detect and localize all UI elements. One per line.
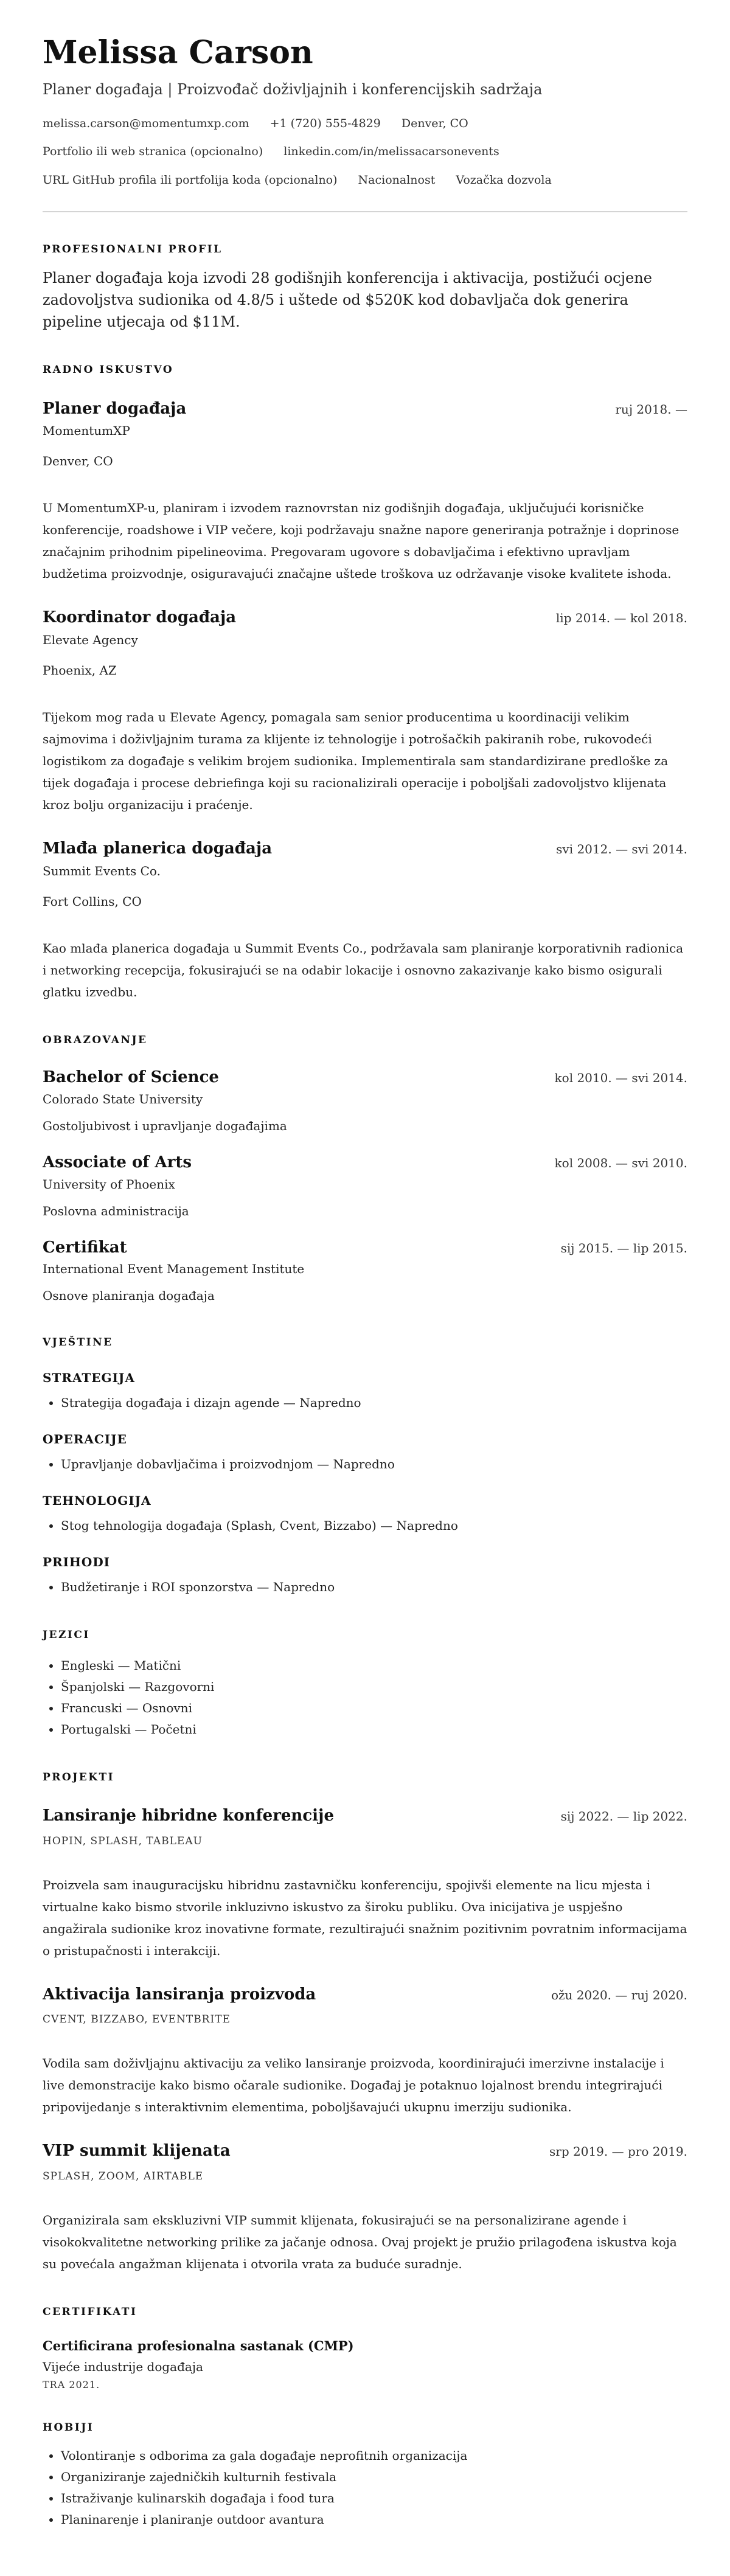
- hobbies-section: [43, 2421, 687, 2530]
- contact-linkedin[interactable]: linkedin.com/in/melissacarsonevents: [283, 145, 499, 159]
- skill-list: [43, 1392, 687, 1414]
- project-tech: HOPIN, SPLASH, TABLEAU: [43, 1835, 203, 1847]
- job-title: Mlađa planerica događaja: [43, 839, 273, 858]
- education-entry: [43, 1153, 687, 1221]
- job-description: U MomentumXP-u, planiram i izvodem raznovrstan niz godišnjih događaja, uključujući korisničke konferencije, roadshowe i VIP večere, koji podržavaju snažne napore generiranja potražnje i doprinose značajnim prihodnim pipelineovima. Pregovaram ugovore s dobavljačima i efektivno upravljam budžetima proizvodnje, osiguravajući značajne uštede troškova uz održavanje visoke kvalitete ishoda.: [43, 501, 680, 582]
- language-item: • Španjolski — Razgovorni: [61, 1676, 687, 1698]
- skill-item: • Budžetiranje i ROI sponzorstva — Napredno: [61, 1577, 687, 1598]
- contact-row-extra: [43, 172, 687, 189]
- contact-row-links: [43, 144, 687, 160]
- degree-title: Associate of Arts: [43, 1153, 192, 1172]
- school-name: International Event Management Institute: [43, 1262, 305, 1277]
- language-item: • Engleski — Matični: [61, 1655, 687, 1676]
- languages-section: [43, 1628, 687, 1740]
- hobby-item: • Planinarenje i planiranje outdoor avantura: [61, 2509, 687, 2530]
- project-tech: SPLASH, ZOOM, AIRTABLE: [43, 2170, 204, 2183]
- candidate-name: Melissa Carson: [43, 34, 313, 71]
- project-dates: sij 2022. — lip 2022.: [560, 1808, 687, 1824]
- education-entry: [43, 1068, 687, 1136]
- education-dates: sij 2015. — lip 2015.: [560, 1240, 687, 1255]
- hobbies-heading: HOBIJI: [43, 2422, 94, 2434]
- project-dates: ožu 2020. — ruj 2020.: [551, 1987, 687, 2002]
- project-title: Aktivacija lansiranja proizvoda: [43, 1985, 316, 2004]
- degree-title: Certifikat: [43, 1238, 127, 1257]
- project-entry: [43, 1985, 687, 2119]
- project-entry: [43, 2141, 687, 2275]
- skills-heading: VJEŠTINE: [43, 1336, 113, 1349]
- experience-entry: [43, 839, 687, 1003]
- project-dates: srp 2019. — pro 2019.: [549, 2144, 687, 2159]
- certificates-heading: CERTIFIKATI: [43, 2306, 137, 2319]
- hobby-item: • Volontiranje s odborima za gala događaje neprofitnih organizacija: [61, 2445, 687, 2467]
- profile-heading: PROFESIONALNI PROFIL: [43, 243, 223, 256]
- job-description: Kao mlađa planerica događaja u Summit Events Co., podržavala sam planiranje korporativnih radionica i networking recepcija, fokusirajući se na odabir lokacije i osnovno zakazivanje kako bismo osigurali glatku izvedbu.: [43, 940, 684, 999]
- job-location: Denver, CO: [43, 454, 113, 469]
- experience-entry: [43, 399, 687, 585]
- hobby-list: [43, 2445, 687, 2530]
- education-dates: kol 2010. — svi 2014.: [554, 1071, 687, 1086]
- language-item: • Portugalski — Početni: [61, 1719, 687, 1740]
- projects-section: [43, 1771, 687, 2275]
- skill-category-title: TEHNOLOGIJA: [43, 1493, 151, 1508]
- skill-category-title: PRIHODI: [43, 1554, 111, 1569]
- job-location: Phoenix, AZ: [43, 663, 117, 678]
- experience-entry: [43, 608, 687, 816]
- skill-list: [43, 1515, 687, 1536]
- skill-item: • Upravljanje dobavljačima i proizvodnjom — Napredno: [61, 1454, 687, 1475]
- job-company: Summit Events Co.: [43, 863, 161, 878]
- job-description: Tijekom mog rada u Elevate Agency, pomagala sam senior producentima u koordinaciji velikim sajmovima i doživljajnim turama za klijente iz tehnologije i potrošačkih pakiranih robe, rukovodeći logistikom za događaje s velikim brojem sudionika. Implementirala sam standardizirane predloške za tijek događaja i procese debriefinga koji su racionalizirali operacije i poboljšali zadovoljstvo klijenata kroz bolju organizaciju i praćenje.: [43, 710, 669, 813]
- field-of-study: Poslovna administracija: [43, 1203, 189, 1218]
- hobby-item: • Istraživanje kulinarskih događaja i food tura: [61, 2488, 687, 2509]
- project-title: Lansiranje hibridne konferencije: [43, 1806, 334, 1825]
- skill-item: • Stog tehnologija događaja (Splash, Cvent, Bizzabo) — Napredno: [61, 1515, 687, 1536]
- field-of-study: Osnove planiranja događaja: [43, 1288, 215, 1304]
- skill-item: • Strategija događaja i dizajn agende — Napredno: [61, 1392, 687, 1414]
- education-dates: kol 2008. — svi 2010.: [554, 1155, 687, 1170]
- job-title: Koordinator događaja: [43, 608, 237, 627]
- project-entry: [43, 1806, 687, 1962]
- job-dates: lip 2014. — kol 2018.: [555, 611, 687, 626]
- certificate-date: TRA 2021.: [43, 2379, 100, 2391]
- language-item: • Francuski — Osnovni: [61, 1698, 687, 1719]
- skill-category-title: OPERACIJE: [43, 1431, 127, 1446]
- education-section: [43, 1033, 687, 1305]
- project-title: VIP summit klijenata: [43, 2142, 231, 2161]
- skill-category-title: STRATEGIJA: [43, 1370, 135, 1385]
- contact-row-primary: [43, 116, 687, 132]
- certificate-title: Certificirana profesionalna sastanak (CMP): [43, 2338, 354, 2354]
- languages-heading: JEZICI: [43, 1628, 90, 1641]
- job-dates: svi 2012. — svi 2014.: [556, 842, 687, 857]
- candidate-headline: Planer događaja | Proizvođač doživljajnih i konferencijskih sadržaja: [43, 81, 543, 99]
- education-entry: [43, 1238, 687, 1306]
- contact-location: Denver, CO: [401, 116, 468, 130]
- project-description: Organizirala sam ekskluzivni VIP summit klijenata, fokusirajući se na personalizirane agende i visokokvalitetne networking prilike za jačanje odnosa. Ovaj projekt je pružio prilagođena iskustva koja su povećala angažman klijenata i otvorila vrata za buduće suradnje.: [43, 2213, 677, 2272]
- contact-email[interactable]: melissa.carson@momentumxp.com: [43, 116, 249, 130]
- profile-section: [43, 243, 687, 333]
- contact-phone[interactable]: +1 (720) 555-4829: [269, 116, 381, 130]
- hobby-item: • Organiziranje zajedničkih kulturnih festivala: [61, 2467, 687, 2488]
- header-divider: [43, 211, 687, 212]
- language-list: [43, 1655, 687, 1740]
- job-company: MomentumXP: [43, 423, 130, 439]
- education-heading: OBRAZOVANJE: [43, 1033, 148, 1046]
- job-title: Planer događaja: [43, 399, 187, 418]
- skill-list: [43, 1577, 687, 1598]
- project-description: Vodila sam doživljajnu aktivaciju za veliko lansiranje proizvoda, koordinirajući imerzivne instalacije i live demonstracije kako bismo očarale sudionike. Događaj je potaknuo lojalnost brendu integrirajući pripovijedanje s interaktivnim elementima, poboljšavajući ukupnu imerziju sudionika.: [43, 2056, 664, 2115]
- job-dates: ruj 2018. —: [615, 401, 687, 417]
- profile-summary: Planer događaja koja izvodi 28 godišnjih konferencija i aktivacija, postižući ocjene zadovoljstva sudionika od 4.8/5 i uštede od $520K kod dobavljača dok generira pipeline utjecaja od $11M.: [43, 269, 652, 331]
- skills-section: [43, 1336, 687, 1597]
- experience-heading: RADNO ISKUSTVO: [43, 364, 174, 377]
- project-description: Proizvela sam inauguracijsku hibridnu zastavničku konferenciju, spojivši elemente na licu mjesta i virtualne kako bismo stvorile inkluzivno iskustvo za široku publiku. Ova inicijativa je uspješno angažirala sudionike kroz inovativne formate, rezultirajući snažnim pozitivnim povratnim informacijama o pristupačnosti i interakciji.: [43, 1877, 687, 1958]
- contact-github[interactable]: URL GitHub profila ili portfolija koda (opcionalno): [43, 173, 338, 187]
- school-name: University of Phoenix: [43, 1176, 175, 1192]
- experience-section: [43, 363, 687, 1002]
- skill-list: [43, 1454, 687, 1475]
- field-of-study: Gostoljubivost i upravljanje događajima: [43, 1118, 287, 1133]
- projects-heading: PROJEKTI: [43, 1771, 115, 1783]
- project-tech: CVENT, BIZZABO, EVENTBRITE: [43, 2013, 231, 2026]
- certificates-section: [43, 2305, 687, 2390]
- certificate-issuer: Vijeće industrije događaja: [43, 2359, 203, 2375]
- contact-nationality: Nacionalnost: [358, 173, 436, 187]
- contact-license: Vozačka dozvola: [456, 173, 552, 187]
- job-company: Elevate Agency: [43, 633, 138, 648]
- degree-title: Bachelor of Science: [43, 1068, 219, 1087]
- job-location: Fort Collins, CO: [43, 894, 142, 909]
- school-name: Colorado State University: [43, 1091, 203, 1106]
- contact-portfolio[interactable]: Portfolio ili web stranica (opcionalno): [43, 145, 263, 159]
- resume-header: [43, 34, 687, 188]
